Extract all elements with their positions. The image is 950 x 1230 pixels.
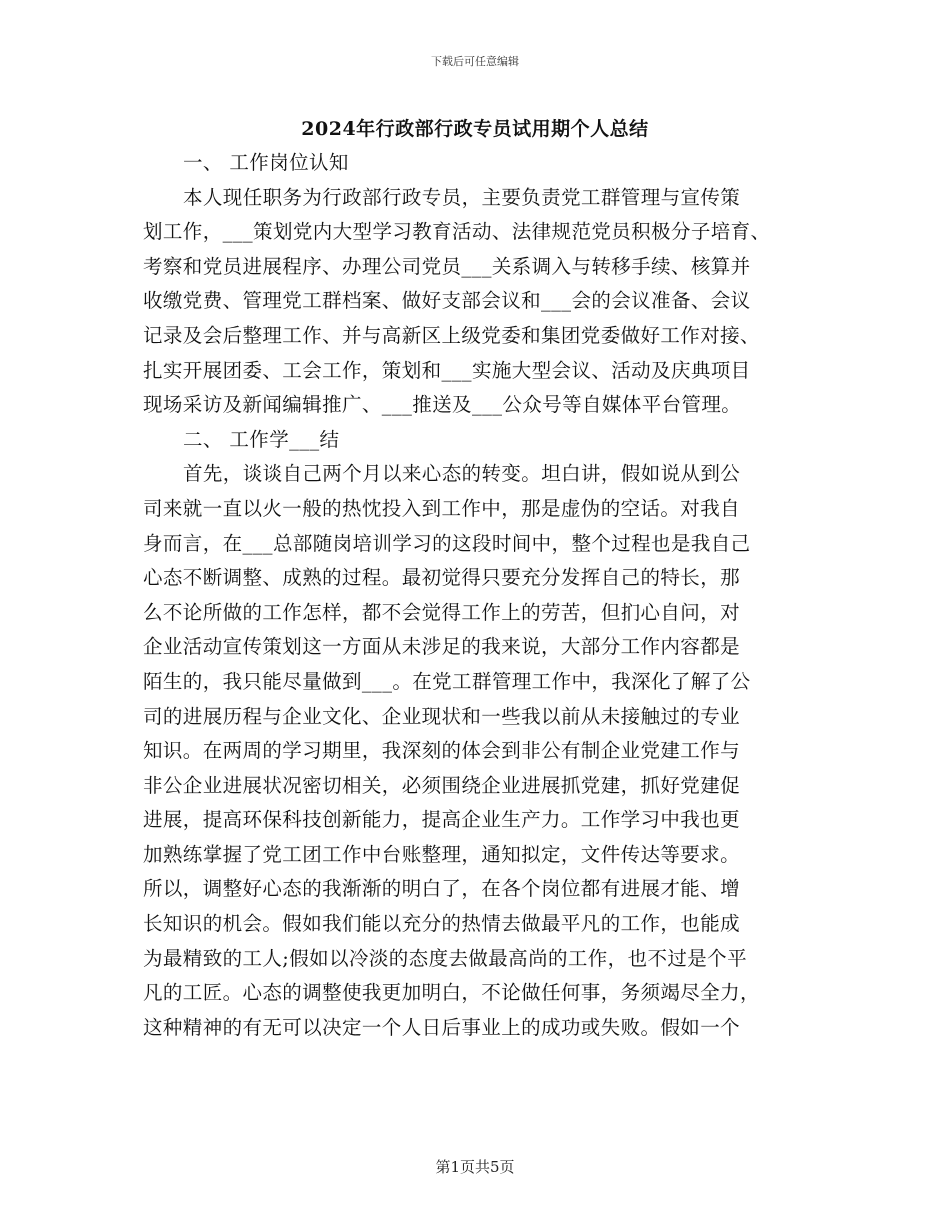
- text-line: 长知识的机会。假如我们能以充分的热情去做最平凡的工作，也能成: [143, 912, 741, 936]
- text-line: 加熟练掌握了党工团工作中台账整理，通知拟定，文件传达等要求。: [143, 842, 741, 866]
- text-line: 非公企业进展状况密切相关，必须围绕企业进展抓党建，抓好党建促: [143, 773, 741, 797]
- header-note: 下载后可任意编辑: [431, 55, 519, 68]
- text-line: 记录及会后整理工作、并与高新区上级党委和集团党委做好工作对接、: [143, 323, 760, 347]
- document-title: 2024年行政部行政专员试用期个人总结: [301, 118, 649, 140]
- text-line: 考察和党员进展程序、办理公司党员___关系调入与转移手续、核算并: [143, 254, 751, 278]
- text-line: 为最精致的工人;假如以冷淡的态度去做最高尚的工作，也不过是个平: [143, 946, 747, 970]
- text-line: 知识。在两周的学习期里，我深刻的体会到非公有制企业党建工作与: [143, 739, 741, 763]
- text-line: 司来就一直以火一般的热忱投入到工作中，那是虚伪的空话。对我自: [143, 496, 741, 520]
- text-line: 身而言，在___总部随岗培训学习的这段时间中，整个过程也是我自己: [143, 531, 751, 555]
- text-line: 所以，调整好心态的我渐渐的明白了，在各个岗位都有进展才能、增: [143, 877, 741, 901]
- text-line: 进展，提高环保科技创新能力，提高企业生产力。工作学习中我也更: [143, 808, 741, 832]
- text-line: 收缴党费、管理党工群档案、做好支部会议和___会的会议准备、会议: [143, 289, 751, 313]
- text-line: 划工作，___策划党内大型学习教育活动、法律规范党员积极分子培育、: [143, 220, 771, 244]
- text-line: 一、 工作岗位认知: [183, 151, 349, 174]
- page-footer: 第1页共5页: [435, 1158, 515, 1176]
- text-line: 么不论所做的工作怎样，都不会觉得工作上的劳苦，但扪心自问，对: [143, 600, 741, 624]
- text-line: 陌生的，我只能尽量做到___。在党工群管理工作中，我深化了解了公: [143, 669, 751, 693]
- text-line: 本人现任职务为行政部行政专员，主要负责党工群管理与宣传策: [183, 185, 741, 209]
- text-line: 心态不断调整、成熟的过程。最初觉得只要充分发挥自己的特长，那: [143, 566, 741, 590]
- text-line: 企业活动宣传策划这一方面从未涉足的我来说，大部分工作内容都是: [143, 635, 741, 659]
- text-line: 扎实开展团委、工会工作，策划和___实施大型会议、活动及庆典项目: [143, 358, 751, 382]
- text-line: 首先，谈谈自己两个月以来心态的转变。坦白讲，假如说从到公: [183, 462, 741, 486]
- text-line: 司的进展历程与企业文化、企业现状和一些我以前从未接触过的专业: [143, 704, 741, 728]
- document-body: [143, 146, 815, 1045]
- text-line: 二、 工作学___结: [183, 427, 340, 451]
- text-line: 现场采访及新闻编辑推广、___推送及___公众号等自媒体平台管理。: [143, 393, 742, 417]
- text-line: 这种精神的有无可以决定一个人日后事业上的成功或失败。假如一个: [143, 1015, 741, 1039]
- text-line: 凡的工匠。心态的调整使我更加明白，不论做任何事，务须竭尽全力，: [143, 981, 760, 1005]
